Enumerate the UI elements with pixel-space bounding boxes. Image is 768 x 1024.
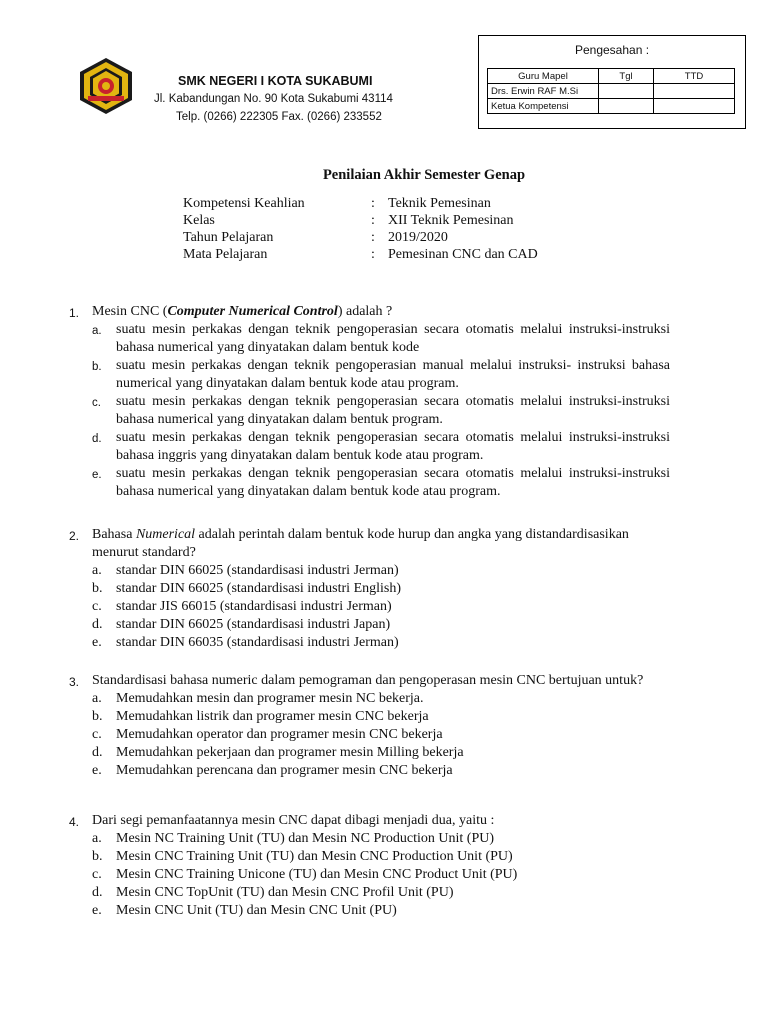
question-text-part: adalah perintah dalam bentuk kode hurup dan angka yang distandardisasikan menurut standard? bbox=[92, 527, 629, 560]
option-text: standar DIN 66035 (standardisasi industri Jerman) bbox=[116, 635, 399, 650]
option-letter: e. bbox=[92, 903, 102, 918]
meta-label: Kompetensi Keahlian bbox=[183, 196, 305, 211]
approval-cell bbox=[599, 84, 654, 99]
option-item bbox=[92, 393, 672, 429]
option-text: standar DIN 66025 (standardisasi industri Japan) bbox=[116, 617, 391, 632]
meta-block bbox=[183, 195, 603, 263]
option-text: suatu mesin perkakas dengan teknik pengoperasian secara otomatis melalui instruksi-instruksi bahasa numerical yang dinyatakan dalam bentuk kode bbox=[116, 322, 670, 355]
meta-value: 2019/2020 bbox=[388, 230, 448, 245]
question-text-part: ) adalah ? bbox=[337, 304, 393, 319]
option-item bbox=[92, 762, 672, 780]
question-number: 1. bbox=[69, 306, 80, 320]
option-item bbox=[92, 580, 672, 598]
question-text-emphasis: Numerical bbox=[135, 527, 196, 542]
option-item bbox=[92, 884, 672, 902]
approval-title: Pengesahan : bbox=[574, 43, 650, 57]
meta-value: Teknik Pemesinan bbox=[388, 196, 491, 211]
option-item bbox=[92, 866, 672, 884]
option-item bbox=[92, 726, 672, 744]
option-item bbox=[92, 616, 672, 634]
option-letter: b. bbox=[92, 581, 103, 596]
option-item bbox=[92, 830, 672, 848]
option-letter: d. bbox=[92, 433, 102, 445]
question-text: Dari segi pemanfaatannya mesin CNC dapat dibagi menjadi dua, yaitu : bbox=[92, 813, 495, 828]
option-text: Memudahkan perencana dan programer mesin CNC bekerja bbox=[116, 763, 453, 778]
approval-cell bbox=[599, 99, 654, 114]
question-4 bbox=[0, 812, 768, 920]
option-text: Mesin CNC Training Unit (TU) dan Mesin CNC Production Unit (PU) bbox=[116, 849, 513, 864]
option-letter: a. bbox=[92, 563, 102, 578]
option-item bbox=[92, 690, 672, 708]
meta-row bbox=[183, 195, 603, 212]
approval-row-label: Ketua Kompetensi bbox=[488, 99, 599, 114]
meta-colon: : bbox=[371, 247, 375, 262]
option-text: Memudahkan listrik dan programer mesin CNC bekerja bbox=[116, 709, 429, 724]
option-text: suatu mesin perkakas dengan teknik pengoperasian secara otomatis melalui instruksi-instruksi bahasa numerical yang dinyatakan dalam bentuk kode atau program. bbox=[116, 466, 670, 499]
meta-value: XII Teknik Pemesinan bbox=[388, 213, 514, 228]
meta-value: Pemesinan CNC dan CAD bbox=[388, 247, 538, 262]
approval-table bbox=[487, 68, 735, 114]
meta-row bbox=[183, 212, 603, 229]
approval-row-label: Drs. Erwin RAF M.Si bbox=[488, 84, 599, 99]
option-letter: c. bbox=[92, 397, 101, 409]
meta-row bbox=[183, 229, 603, 246]
option-letter: c. bbox=[92, 867, 102, 882]
question-text bbox=[92, 526, 672, 562]
option-letter: e. bbox=[92, 469, 102, 481]
option-letter: a. bbox=[92, 325, 102, 337]
option-text: suatu mesin perkakas dengan teknik pengoperasian secara otomatis melalui instruksi-instruksi bahasa inggris yang dinyatakan dalam bentuk kode atau program. bbox=[116, 430, 670, 463]
option-letter: c. bbox=[92, 727, 102, 742]
option-letter: d. bbox=[92, 745, 103, 760]
option-letter: b. bbox=[92, 709, 103, 724]
meta-colon: : bbox=[371, 196, 375, 211]
approval-row bbox=[488, 84, 735, 99]
option-item bbox=[92, 562, 672, 580]
option-text: Mesin CNC Training Unicone (TU) dan Mesin CNC Product Unit (PU) bbox=[116, 867, 518, 882]
question-text bbox=[92, 303, 672, 321]
approval-header-row bbox=[488, 69, 735, 84]
option-item bbox=[92, 634, 672, 652]
option-letter: c. bbox=[92, 599, 102, 614]
meta-colon: : bbox=[371, 213, 375, 228]
option-text: suatu mesin perkakas dengan teknik pengoperasian manual melalui instruksi- instruksi bahasa numerical yang dinyatakan dalam bentuk kode atau program. bbox=[116, 358, 670, 391]
option-item bbox=[92, 708, 672, 726]
meta-label: Kelas bbox=[183, 213, 215, 228]
option-letter: d. bbox=[92, 885, 103, 900]
question-text-part: Bahasa bbox=[92, 527, 136, 542]
question-number: 2. bbox=[69, 529, 80, 543]
question-text-part: Mesin CNC ( bbox=[92, 304, 168, 319]
school-name: SMK NEGERI I KOTA SUKABUMI bbox=[178, 74, 373, 88]
option-item bbox=[92, 321, 672, 357]
option-item bbox=[92, 357, 672, 393]
meta-label: Mata Pelajaran bbox=[183, 247, 268, 262]
question-number: 3. bbox=[69, 675, 80, 689]
option-letter: e. bbox=[92, 763, 102, 778]
option-letter: b. bbox=[92, 361, 102, 373]
question-text: Standardisasi bahasa numeric dalam pemograman dan pengoperasan mesin CNC bertujuan untuk? bbox=[92, 673, 644, 688]
option-text: Mesin CNC Unit (TU) dan Mesin CNC Unit (PU) bbox=[116, 903, 397, 918]
option-text: Memudahkan pekerjaan dan programer mesin Milling bekerja bbox=[116, 745, 464, 760]
meta-colon: : bbox=[371, 230, 375, 245]
option-text: Memudahkan operator dan programer mesin CNC bekerja bbox=[116, 727, 443, 742]
option-text: Mesin NC Training Unit (TU) dan Mesin NC Production Unit (PU) bbox=[116, 831, 494, 846]
option-letter: d. bbox=[92, 617, 103, 632]
option-item bbox=[92, 429, 672, 465]
meta-row bbox=[183, 246, 603, 263]
option-item bbox=[92, 902, 672, 920]
question-number: 4. bbox=[69, 815, 80, 829]
option-item bbox=[92, 744, 672, 762]
option-text: standar DIN 66025 (standardisasi industri Jerman) bbox=[116, 563, 399, 578]
school-phone: Telp. (0266) 222305 Fax. (0266) 233552 bbox=[176, 111, 382, 123]
option-letter: a. bbox=[92, 831, 102, 846]
option-letter: e. bbox=[92, 635, 102, 650]
option-letter: a. bbox=[92, 691, 102, 706]
option-letter: b. bbox=[92, 849, 103, 864]
approval-header-cell: Tgl bbox=[599, 69, 654, 84]
option-item bbox=[92, 465, 672, 501]
option-text: Mesin CNC TopUnit (TU) dan Mesin CNC Profil Unit (PU) bbox=[116, 885, 454, 900]
school-crest-icon bbox=[76, 56, 136, 116]
option-text: standar JIS 66015 (standardisasi industri Jerman) bbox=[116, 599, 392, 614]
question-text-emphasis: Computer Numerical Control bbox=[167, 304, 338, 319]
question-2 bbox=[0, 526, 768, 652]
question-1 bbox=[0, 303, 768, 501]
approval-box bbox=[478, 35, 746, 129]
approval-header-cell: Guru Mapel bbox=[488, 69, 599, 84]
approval-cell bbox=[654, 84, 735, 99]
option-text: standar DIN 66025 (standardisasi industri English) bbox=[116, 581, 402, 596]
document-title: Penilaian Akhir Semester Genap bbox=[322, 167, 526, 183]
question-3 bbox=[0, 672, 768, 780]
approval-header-cell: TTD bbox=[654, 69, 735, 84]
option-text: suatu mesin perkakas dengan teknik pengoperasian secara otomatis melalui instruksi-instruksi bahasa numerical yang dinyatakan dalam bentuk program. bbox=[116, 394, 670, 427]
option-item bbox=[92, 598, 672, 616]
school-address: Jl. Kabandungan No. 90 Kota Sukabumi 43114 bbox=[154, 93, 393, 105]
option-text: Memudahkan mesin dan programer mesin NC bekerja. bbox=[116, 691, 424, 706]
meta-label: Tahun Pelajaran bbox=[183, 230, 274, 245]
approval-cell bbox=[654, 99, 735, 114]
approval-row bbox=[488, 99, 735, 114]
option-item bbox=[92, 848, 672, 866]
